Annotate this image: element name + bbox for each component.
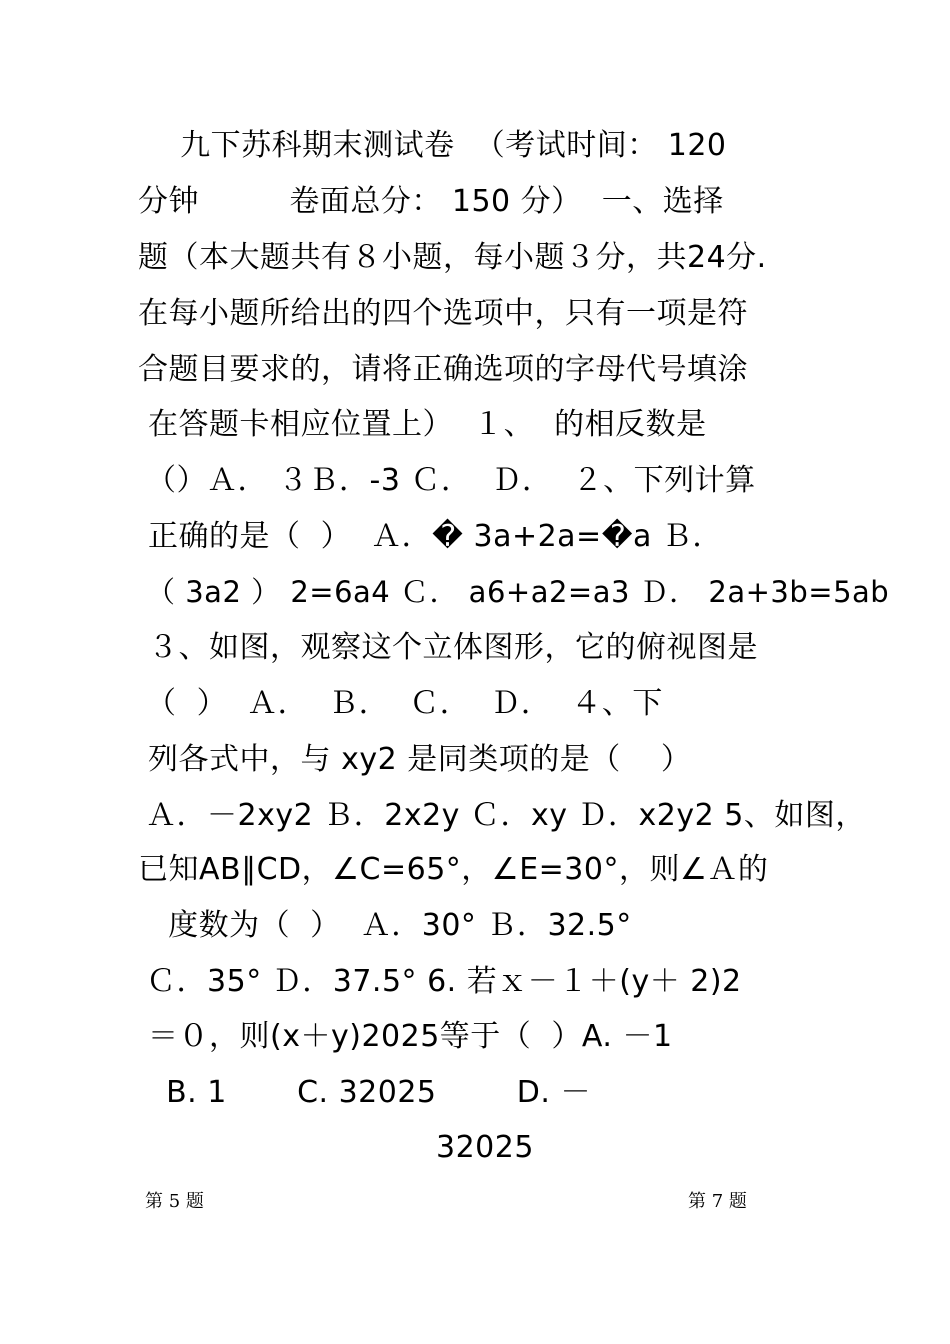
text-line-19: 32025: [436, 1130, 534, 1165]
text-line-3: 题（本大题共有８小题，每小题３分，共24分.: [138, 240, 767, 275]
text-line-9: （ 3a2 ） 2=6a4 Ｃ． a6+a2=a3 Ｄ． 2a+3b=5ab: [146, 575, 890, 609]
text-line-7: （）Ａ． ３Ｂ．-3 Ｃ． Ｄ． ２、下列计算: [146, 463, 756, 498]
text-line-17: ＝０，则(x＋y)2025等于（ ）A. －1: [138, 1019, 673, 1054]
text-line-13: Ａ．－2xy2 Ｂ．2x2y Ｃ．xy Ｄ．x2y2 5、如图，: [136, 798, 866, 833]
text-line-16: Ｃ．35° Ｄ．37.5° 6. 若ｘ－１＋(y＋ 2)2: [136, 964, 742, 999]
text-line-12: 列各式中，与 xy2 是同类项的是（ ）: [138, 742, 692, 777]
figure-caption-q5: 第 5 题: [145, 1191, 204, 1212]
text-line-4: 在每小题所给出的四个选项中，只有一项是符: [138, 296, 748, 331]
text-line-11: （ ） Ａ． Ｂ． Ｃ． Ｄ． ４、下: [146, 686, 663, 721]
text-line-6: 在答题卡相应位置上） １、 的相反数是: [138, 407, 707, 442]
text-line-14: 已知AB∥CD，∠C=65°，∠E=30°，则∠Ａ的: [138, 852, 769, 887]
text-line-8: 正确的是（ ） Ａ．� 3a+2a=�a Ｂ．: [138, 519, 723, 554]
text-line-18: B. 1 C. 32025 D. －: [146, 1075, 591, 1110]
text-line-15: 度数为（ ） Ａ．30° Ｂ．32.5°: [138, 908, 632, 943]
text-line-2: 分钟 卷面总分： 150 分） 一、选择: [138, 184, 724, 219]
text-line-10: ３、如图，观察这个立体图形，它的俯视图是: [138, 630, 759, 665]
text-line-1: 九下苏科期末测试卷 （考试时间： 120: [140, 128, 727, 163]
figure-caption-q7: 第 7 题: [688, 1191, 747, 1212]
text-line-5: 合题目要求的，请将正确选项的字母代号填涂: [138, 352, 748, 387]
